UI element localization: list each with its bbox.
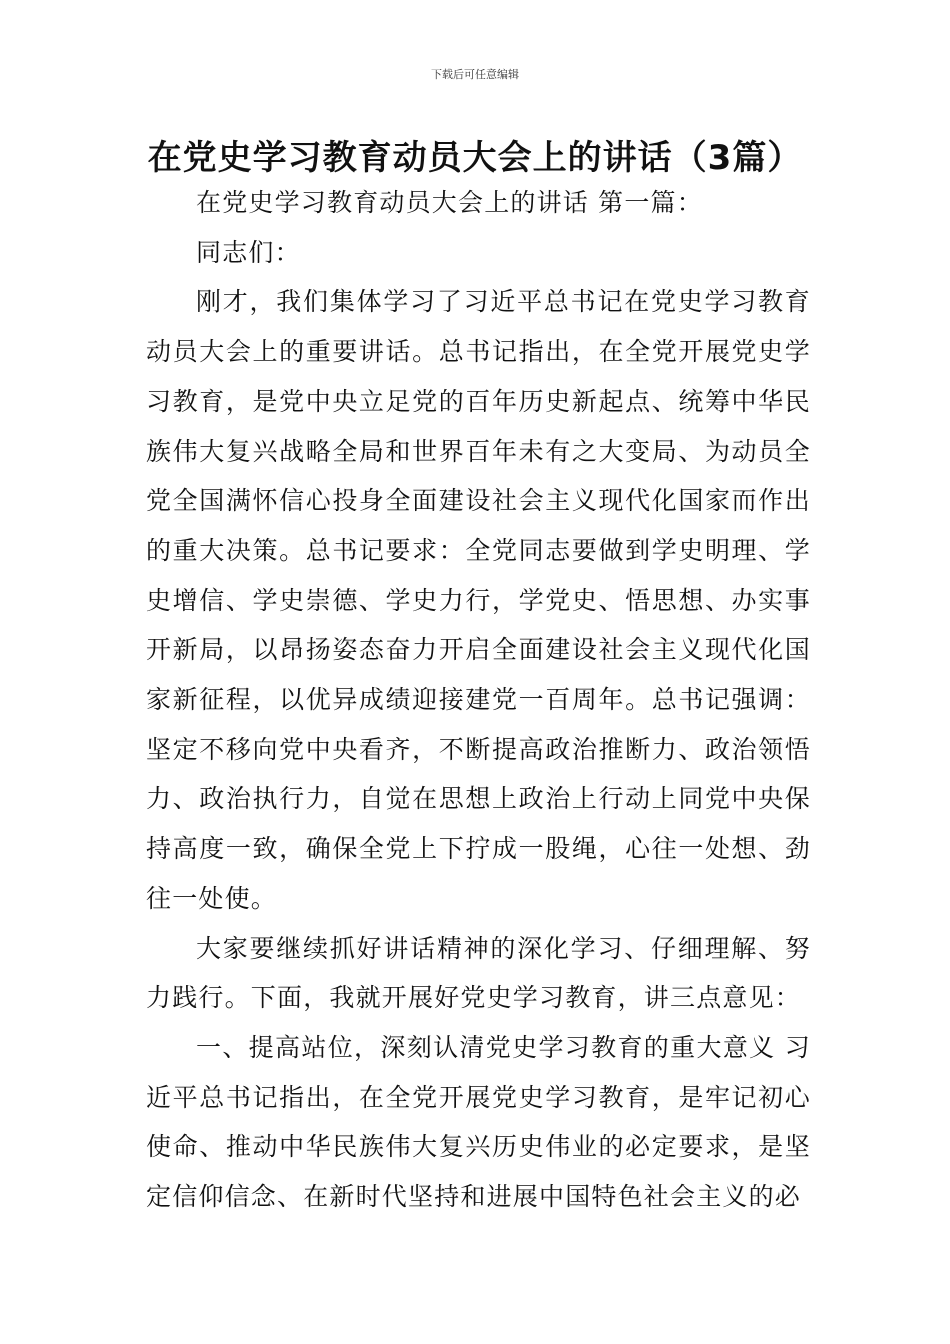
paragraph: 大家要继续抓好讲话精神的深化学习、仔细理解、努力践行。下面，我就开展好党史学习教育，讲三点意见： <box>146 933 811 1013</box>
header-note: 下载后可任意编辑 <box>431 68 519 81</box>
document-title: 在党史学习教育动员大会上的讲话（3篇） <box>147 138 803 178</box>
section-heading: 在党史学习教育动员大会上的讲话 第一篇： <box>196 188 703 217</box>
paragraph: 刚才，我们集体学习了习近平总书记在党史学习教育动员大会上的重要讲话。总书记指出，在全党开展党史学习教育，是党中央立足党的百年历史新起点、统筹中华民族伟大复兴战略全局和世界百年未有之大变局、为动员全党全国满怀信心投身全面建设社会主义现代化国家而作出的重大决策。总书记要求：全党同志要做到学史明理、学史增信、学史崇德、学史力行，学党史、悟思想、办实事开新局，以昂扬姿态奋力开启全面建设社会主义现代化国家新征程，以优异成绩迎接建党一百周年。总书记强调：坚定不移向党中央看齐，不断提高政治推断力、政治领悟力、政治执行力，自觉在思想上政治上行动上同党中央保持高度一致，确保全党上下拧成一股绳，心往一处想、劲往一处使。 <box>146 287 811 913</box>
paragraph: 一、提高站位，深刻认清党史学习教育的重大意义 习近平总书记指出，在全党开展党史学习教育，是牢记初心使命、推动中华民族伟大复兴历史伟业的必定要求，是坚定信仰信念、在新时代坚持和进展中国特色社会主义的必 <box>146 1032 811 1212</box>
document-body <box>146 178 811 1222</box>
salutation: 同志们： <box>196 237 301 267</box>
